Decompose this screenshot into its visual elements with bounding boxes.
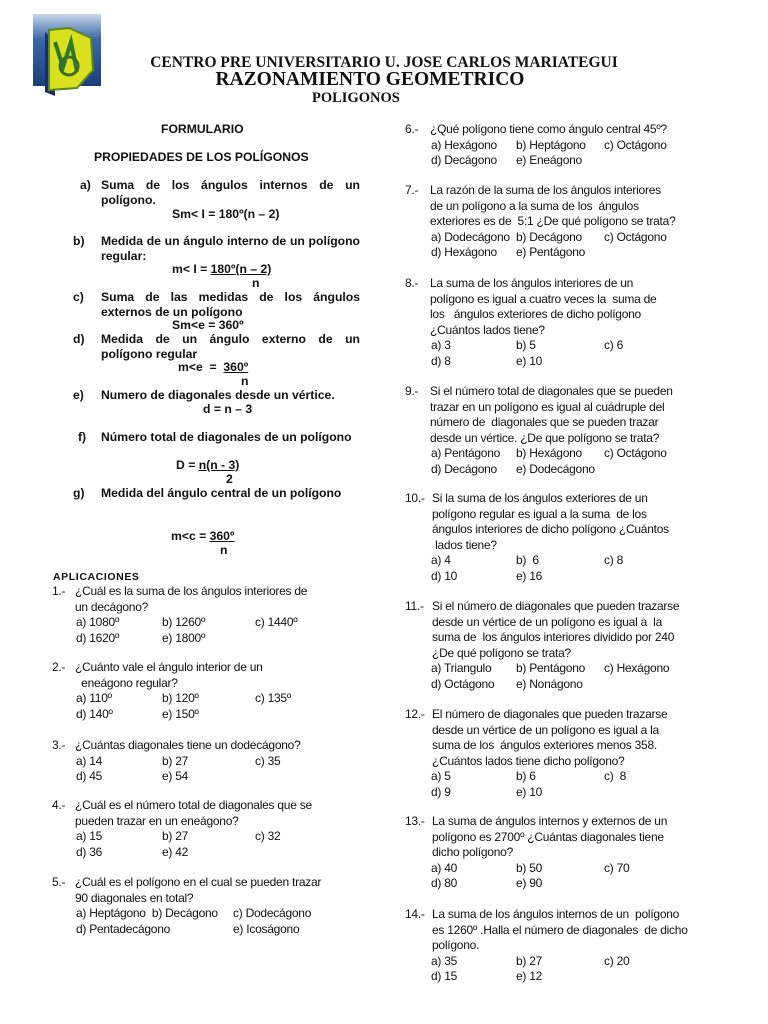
formula bbox=[171, 529, 234, 543]
formula-denominator: n bbox=[241, 374, 249, 388]
answer-option: d) 9 bbox=[431, 784, 451, 799]
formula-item-label: g) bbox=[73, 486, 85, 500]
answer-option: a) Heptágono b) Decágono bbox=[76, 906, 218, 920]
formula-item-label: e) bbox=[73, 388, 84, 402]
answer-option: c) Octágono bbox=[604, 229, 667, 244]
formula-expression: Sm< I = 180º(n – 2) bbox=[172, 207, 280, 221]
question-text: eneágono regular? bbox=[75, 675, 178, 690]
question-text: ¿Cuánto vale el ángulo interior de un bbox=[75, 660, 263, 674]
answer-option: e) 10 bbox=[516, 353, 543, 368]
answer-option: a) 3 bbox=[431, 338, 451, 352]
question-text: ¿Cuál es el polígono en el cual se pueden trazar bbox=[75, 875, 322, 889]
question-text: número de diagonales que se pueden trazar bbox=[430, 415, 659, 429]
question-text: suma de los ángulos exteriores menos 358. bbox=[432, 738, 657, 752]
formula-item-text: Medida de un ángulo externo de un polígono regular bbox=[101, 332, 360, 361]
answer-option: b) 6 bbox=[516, 769, 536, 783]
formula-expression: m<e = bbox=[178, 360, 224, 374]
answer-option: c) 20 bbox=[604, 953, 630, 968]
answer-option: a) 110º bbox=[76, 691, 112, 705]
question-number: 14.- bbox=[405, 907, 425, 921]
answer-option: e) Icoságono bbox=[233, 921, 300, 936]
formula-expression: Sm<e = 360º bbox=[172, 318, 244, 332]
answer-option: b) Decágono bbox=[516, 229, 582, 244]
question-text: ¿Cuántas diagonales tiene un dodecágono? bbox=[75, 738, 301, 752]
question-number: 1.- bbox=[52, 584, 66, 598]
question-text: La suma de ángulos internos y externos de un bbox=[432, 814, 668, 828]
question-number: 5.- bbox=[52, 875, 66, 889]
answer-option: e) 1800º bbox=[162, 630, 206, 645]
formulario-subtitle: PROPIEDADES DE LOS POLÍGONOS bbox=[94, 150, 309, 164]
answer-option: c) Octágono bbox=[604, 446, 667, 460]
answer-option: c) Hexágono bbox=[604, 661, 670, 675]
answer-option: d) 10 bbox=[431, 568, 458, 583]
answer-option: c) 35 bbox=[255, 753, 281, 768]
question-number: 6.- bbox=[405, 122, 419, 136]
answer-option: b) 27 bbox=[516, 953, 543, 968]
question-text: los ángulos exteriores de dicho polígono bbox=[430, 307, 641, 321]
answer-option: d) 36 bbox=[76, 844, 103, 859]
question-text: ¿Qué polígono tiene como ángulo central 45º? bbox=[430, 122, 667, 136]
formula-item-label: d) bbox=[73, 332, 85, 346]
answer-option: e) 12 bbox=[516, 969, 543, 983]
answer-option: c) Octágono bbox=[604, 137, 667, 152]
answer-option: d) 140º bbox=[76, 706, 113, 721]
question-number: 7.- bbox=[405, 183, 419, 197]
answer-option: a) 5 bbox=[431, 769, 451, 783]
answer-option: b) 6 bbox=[516, 553, 539, 567]
question-text: La suma de los ángulos internos de un polígono bbox=[432, 907, 680, 921]
formula-item-label: b) bbox=[73, 234, 85, 248]
answer-option: b) Heptágono bbox=[516, 137, 586, 152]
question-number: 8.- bbox=[405, 276, 419, 290]
answer-option: d) Octágono bbox=[431, 676, 495, 691]
question-number: 10.- bbox=[405, 491, 425, 505]
course-title: RAZONAMIENTO GEOMETRICO bbox=[215, 69, 525, 90]
topic-title: POLIGONOS bbox=[312, 90, 400, 106]
question-text: trazar en un polígono es igual al cuádruple del bbox=[430, 399, 665, 414]
question-text: ángulos interiores de dicho polígono ¿Cuántos bbox=[432, 522, 669, 536]
answer-option: e) Pentágono bbox=[516, 245, 586, 259]
formula-numerator: 360º bbox=[209, 529, 235, 543]
aplicaciones-title: APLICACIONES bbox=[53, 571, 140, 583]
question-text: polígono es 2700º ¿Cuántas diagonales tiene bbox=[432, 829, 664, 844]
question-text: Si la suma de los ángulos exteriores de un bbox=[432, 491, 648, 505]
answer-option: c) 6 bbox=[604, 338, 624, 352]
answer-option: b) 50 bbox=[516, 860, 543, 875]
answer-option: c) 8 bbox=[604, 769, 627, 783]
formula bbox=[176, 458, 239, 472]
answer-option: e) 54 bbox=[162, 769, 189, 783]
question-text: un decágono? bbox=[75, 599, 149, 614]
question-text: Si el número de diagonales que pueden trazarse bbox=[432, 599, 680, 613]
answer-option: c) 1440º bbox=[255, 615, 298, 629]
formula-denominator: 2 bbox=[226, 472, 233, 486]
institution-title: CENTRO PRE UNIVERSITARIO U. JOSE CARLOS MARIATEGUI bbox=[150, 54, 618, 71]
answer-option: a) 4 bbox=[431, 553, 451, 567]
formula-item-text: Numero de diagonales desde un vértice. bbox=[101, 388, 335, 402]
formula-item-label: c) bbox=[73, 290, 84, 304]
answer-option: a) Hexágono bbox=[431, 137, 497, 152]
answer-option: c) 135º bbox=[255, 691, 291, 705]
answer-option: d) Pentadecágono bbox=[76, 921, 171, 936]
answer-option: e) 42 bbox=[162, 844, 189, 859]
question-text: desde un vértice. ¿De que polígono se trata? bbox=[430, 430, 660, 445]
question-text: dicho polígono? bbox=[432, 845, 513, 859]
formula-expression: d = n – 3 bbox=[203, 402, 253, 416]
answer-option: c) 8 bbox=[604, 553, 624, 567]
answer-option: a) Triangulo bbox=[431, 661, 492, 675]
answer-option: a) 14 bbox=[76, 753, 103, 768]
question-text: ¿Cuál es la suma de los ángulos interiores de bbox=[75, 584, 308, 598]
question-text: desde un vértice de un polígono es igual a la bbox=[432, 614, 663, 629]
answer-option: b) Hexágono bbox=[516, 446, 582, 460]
question-number: 3.- bbox=[52, 738, 66, 752]
question-text: exteriores es de 5:1 ¿De qué polígono se trata? bbox=[430, 214, 676, 228]
answer-option: b) 120º bbox=[162, 691, 199, 705]
question-text: suma de los ángulos interiores dividido por 240 bbox=[432, 630, 675, 644]
formula-expression: D = bbox=[176, 458, 199, 472]
answer-option: d) 45 bbox=[76, 769, 103, 783]
question-text: desde un vértice de un polígono es igual a la bbox=[432, 722, 659, 737]
formula bbox=[203, 402, 252, 416]
question-number: 11.- bbox=[405, 599, 424, 613]
formula-item-text: Medida del ángulo central de un polígono bbox=[101, 486, 342, 500]
answer-option: d) 8 bbox=[431, 353, 451, 368]
answer-option: e) Nonágono bbox=[516, 676, 583, 691]
question-text: de un polígono a la suma de los ángulos bbox=[430, 198, 639, 213]
question-number: 12.- bbox=[405, 707, 425, 721]
answer-option: e) 10 bbox=[516, 784, 543, 799]
formula bbox=[172, 207, 279, 221]
formula-expression: m< I = bbox=[172, 262, 211, 276]
question-text: Si el número total de diagonales que se pueden bbox=[430, 384, 673, 398]
formulario-title: FORMULARIO bbox=[161, 122, 244, 136]
answer-option: e) Dodecágono bbox=[516, 461, 595, 476]
answer-option: a) Pentágono bbox=[431, 446, 501, 460]
answer-option: a) Dodecágono bbox=[431, 229, 510, 244]
answer-option: b) 5 bbox=[516, 338, 536, 352]
answer-option: a) 35 bbox=[431, 953, 458, 968]
answer-option: d) Hexágono bbox=[431, 245, 497, 259]
answer-option: b) Pentágono bbox=[516, 661, 586, 675]
formula-denominator: n bbox=[252, 276, 260, 290]
formula bbox=[172, 262, 271, 276]
answer-option: d) Decágono bbox=[431, 461, 497, 476]
formula-numerator: 360º bbox=[223, 360, 249, 374]
formula-item-text: Suma de los ángulos internos de un polígono. bbox=[101, 178, 360, 207]
question-text: lados tiene? bbox=[432, 537, 497, 552]
question-text: La suma de los ángulos interiores de un bbox=[430, 276, 634, 290]
formula-expression: m<c = bbox=[171, 529, 210, 543]
question-text: polígono regular es igual a la suma de los bbox=[432, 506, 647, 521]
question-number: 13.- bbox=[405, 814, 425, 828]
formula-denominator: n bbox=[220, 543, 228, 557]
answer-option: d) 1620º bbox=[76, 630, 120, 645]
question-text: ¿Cuántos lados tiene dicho polígono? bbox=[432, 753, 625, 768]
question-number: 9.- bbox=[405, 384, 419, 398]
question-text: ¿Cuál es el número total de diagonales que se bbox=[75, 798, 312, 812]
answer-option: b) 27 bbox=[162, 753, 189, 768]
answer-option: a) 40 bbox=[431, 860, 458, 875]
answer-option: b) 27 bbox=[162, 829, 189, 843]
answer-option: a) 15 bbox=[76, 829, 103, 843]
answer-option: d) 80 bbox=[431, 876, 458, 890]
answer-option: a) 1080º bbox=[76, 615, 120, 629]
formula-item-label: f) bbox=[78, 430, 87, 444]
formula-item-text: Suma de las medidas de los ángulos externos de un polígono bbox=[101, 290, 360, 319]
question-text: La razón de la suma de los ángulos interiores bbox=[430, 183, 661, 197]
answer-option: d) Decágono bbox=[431, 153, 497, 167]
question-text: polígono es igual a cuatro veces la suma de bbox=[430, 291, 657, 306]
formula-numerator: n(n - 3) bbox=[198, 458, 240, 472]
answer-option: e) 150º bbox=[162, 706, 199, 721]
question-text: El número de diagonales que pueden trazarse bbox=[432, 707, 668, 721]
question-text: ¿Cuántos lados tiene? bbox=[430, 322, 545, 337]
formula-item-text: Número total de diagonales de un polígono bbox=[101, 430, 352, 444]
answer-option: e) 16 bbox=[516, 568, 543, 583]
formula-item-text: Medida de un ángulo interno de un polígono regular: bbox=[101, 234, 360, 263]
question-text: es 1260º .Halla el número de diagonales de dicho bbox=[432, 922, 688, 937]
answer-option: c) 32 bbox=[255, 829, 281, 843]
formula bbox=[172, 318, 244, 332]
question-text: 90 diagonales en total? bbox=[75, 890, 194, 905]
question-text: ¿De qué polígono se trata? bbox=[432, 645, 571, 660]
answer-option: e) 90 bbox=[516, 876, 543, 890]
question-text: pueden trazar en un eneágono? bbox=[75, 813, 239, 828]
formula-numerator: 180º(n – 2) bbox=[210, 262, 272, 276]
answer-option: b) 1260º bbox=[162, 615, 206, 629]
question-number: 4.- bbox=[52, 798, 66, 812]
answer-option: e) Eneágono bbox=[516, 153, 582, 167]
formula bbox=[178, 360, 248, 374]
question-number: 2.- bbox=[52, 660, 66, 674]
answer-option: d) 15 bbox=[431, 969, 458, 983]
question-text: polígono. bbox=[432, 938, 480, 952]
answer-option: c) 70 bbox=[604, 860, 630, 875]
formula-item-label: a) bbox=[80, 178, 91, 192]
answer-option: c) Dodecágono bbox=[233, 906, 312, 920]
